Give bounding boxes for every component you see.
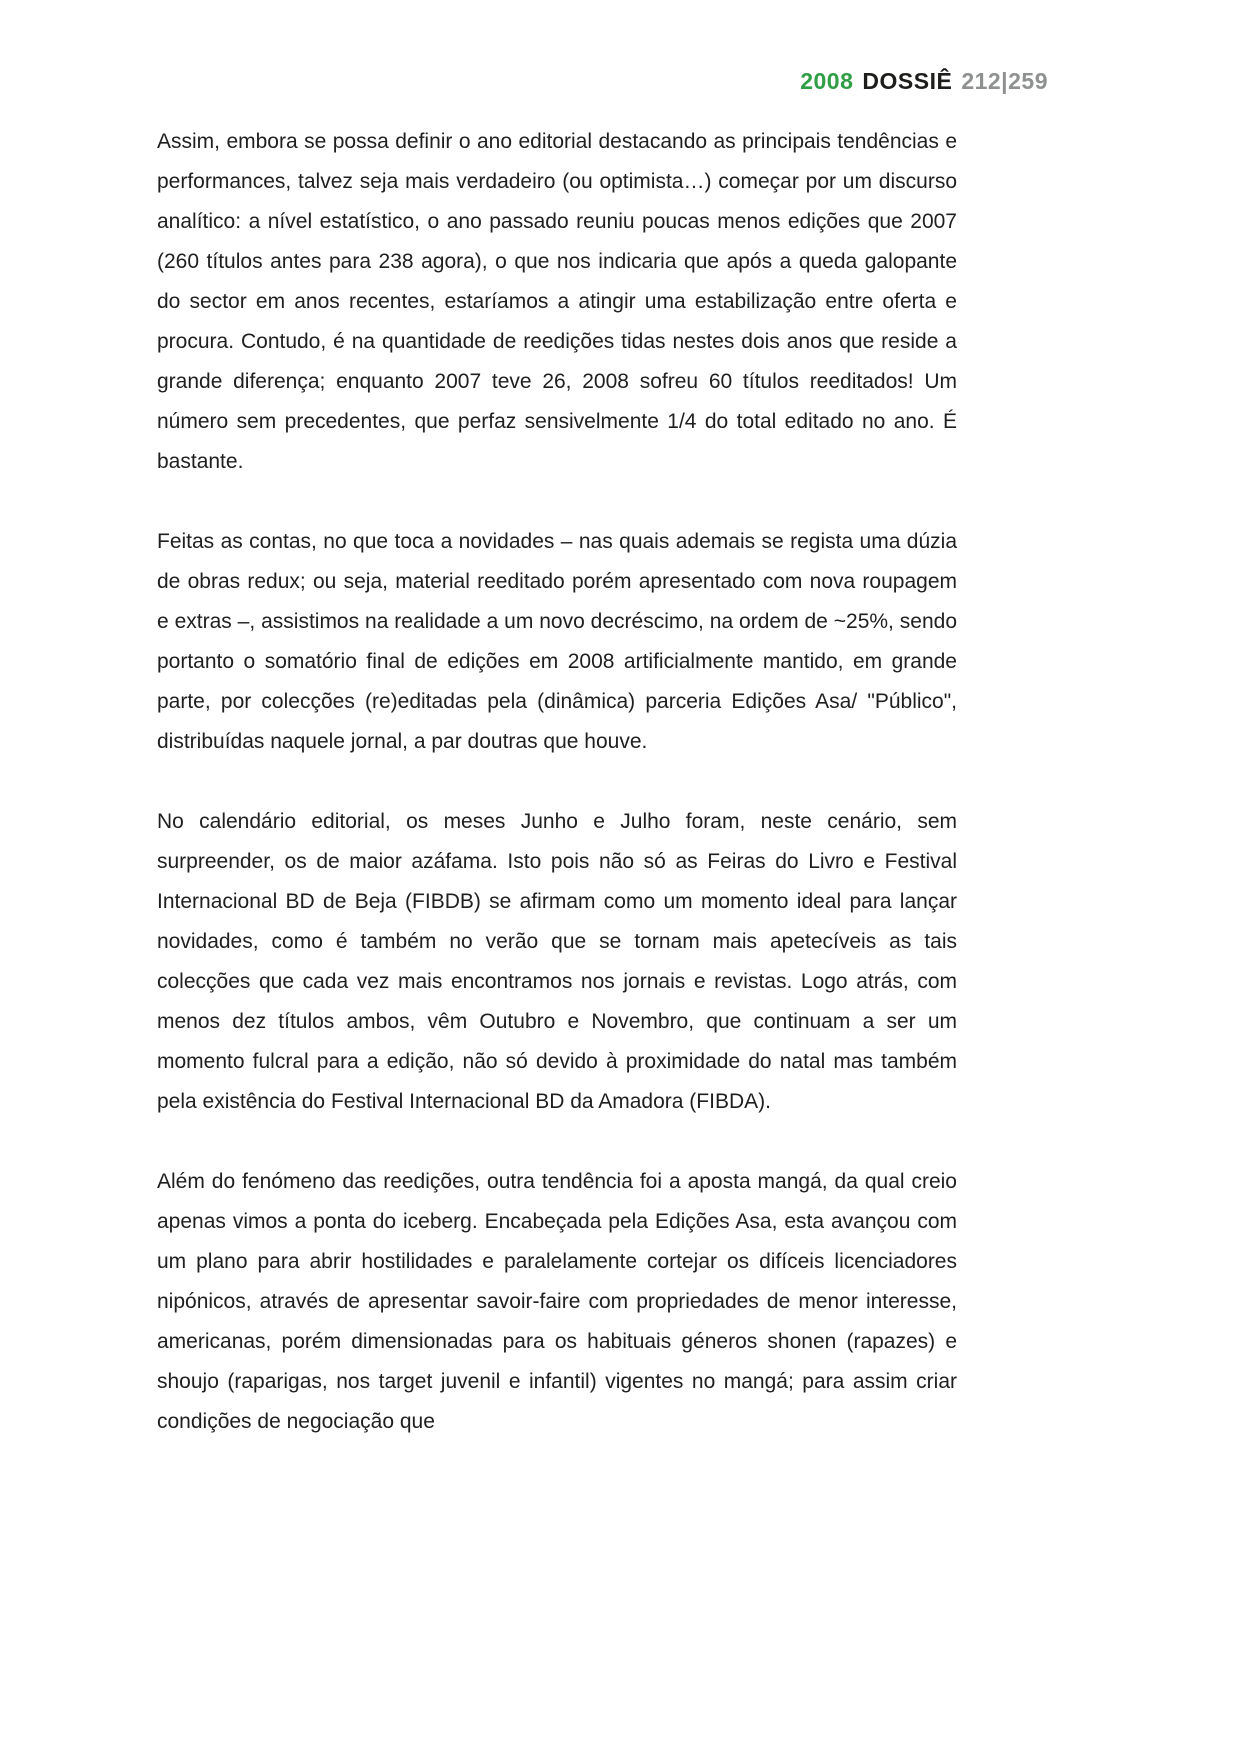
paragraph-1: Assim, embora se possa definir o ano editorial destacando as principais tendências e performances, talvez seja mais verdadeiro (ou optimista…) começar por um discurso analítico: a nível estatístico, o ano passado reuniu poucas menos edições que 2007 (260 títulos antes para 238 agora), o que nos indicaria que após a queda galopante do sector em anos recentes, estaríamos a atingir uma estabilização entre oferta e procura. Contudo, é na quantidade de reedições tidas nestes dois anos que reside a grande diferença; enquanto 2007 teve 26, 2008 sofreu 60 títulos reeditados! Um número sem precedentes, que perfaz sensivelmente 1/4 do total editado no ano. É bastante. [157, 130, 957, 473]
header-year: 2008 [800, 68, 854, 94]
paragraph-2: Feitas as contas, no que toca a novidades – nas quais ademais se regista uma dúzia de obras redux; ou seja, material reeditado porém apresentado com nova roupagem e extras –, assistimos na realidade a um novo decréscimo, na ordem de ~25%, sendo portanto o somatório final de edições em 2008 artificialmente mantido, em grande parte, por colecções (re)editadas pela (dinâmica) parceria Edições Asa/ "Público", distribuídas naquele jornal, a par doutras que houve. [157, 530, 957, 753]
paragraph-4: Além do fenómeno das reedições, outra tendência foi a aposta mangá, da qual creio apenas vimos a ponta do iceberg. Encabeçada pela Edições Asa, esta avançou com um plano para abrir hostilidades e paralelamente cortejar os difíceis licenciadores nipónicos, através de apresentar savoir-faire com propriedades de menor interesse, americanas, porém dimensionadas para os habituais géneros shonen (rapazes) e shoujo (raparigas, nos target juvenil e infantil) vigentes no mangá; para assim criar condições de negociação que [157, 1170, 957, 1433]
header-pages: 212|259 [961, 68, 1048, 94]
paragraph-3: No calendário editorial, os meses Junho e Julho foram, neste cenário, sem surpreender, os de maior azáfama. Isto pois não só as Feiras do Livro e Festival Internacional BD de Beja (FIBDB) se afirmam como um momento ideal para lançar novidades, como é também no verão que se tornam mais apetecíveis as tais colecções que cada vez mais encontramos nos jornais e revistas. Logo atrás, com menos dez títulos ambos, vêm Outubro e Novembro, que continuam a ser um momento fulcral para a edição, não só devido à proximidade do natal mas também pela existência do Festival Internacional BD da Amadora (FIBDA). [157, 810, 957, 1113]
header-title: DOSSIÊ [862, 68, 953, 94]
body-text [157, 122, 957, 1442]
page-header [800, 68, 1048, 95]
